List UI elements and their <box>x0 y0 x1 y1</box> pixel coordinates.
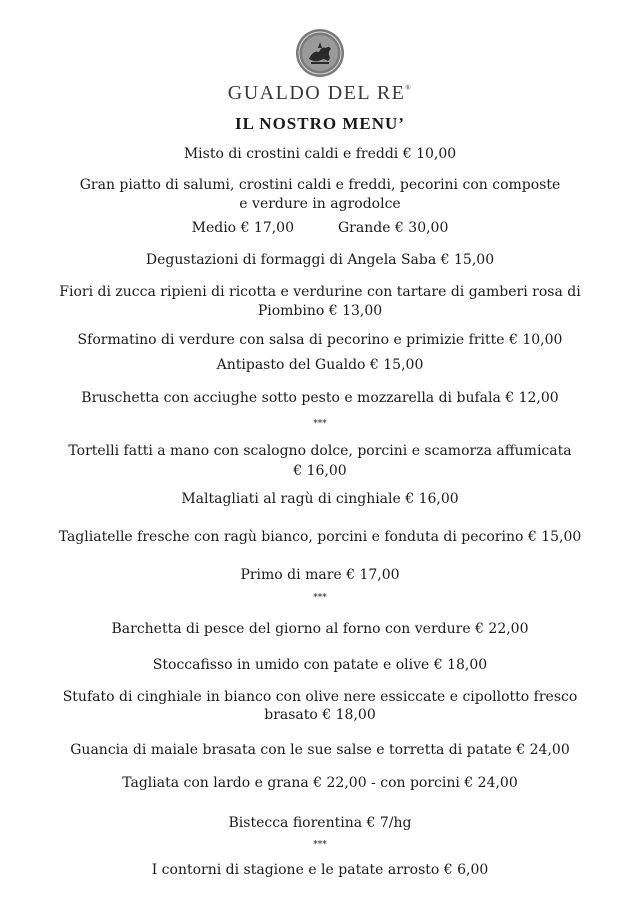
menu-item: Bistecca fiorentina € 7/hg <box>228 815 412 831</box>
menu-item-cont: € 16,00 <box>293 463 347 479</box>
menu-item: Sformatino di verdure con salsa di pecorino e primizie fritte € 10,00 <box>77 332 563 348</box>
menu-item-cont: brasato € 18,00 <box>264 707 376 723</box>
section-separator: *** <box>313 593 327 603</box>
section-separator: *** <box>313 840 327 850</box>
menu-item: Misto di crostini caldi e freddi € 10,00 <box>183 146 457 162</box>
menu-item-sizes <box>0 219 640 237</box>
menu-title: IL NOSTRO MENU’ <box>235 114 405 133</box>
menu-item: Bruschetta con acciughe sotto pesto e mozzarella di bufala € 12,00 <box>81 390 559 406</box>
menu-item: Stoccafisso in umido con patate e olive € 18,00 <box>152 657 488 673</box>
menu-item-cont: e verdure in agrodolce <box>239 196 401 212</box>
menu-item: I contorni di stagione e le patate arrosto € 6,00 <box>151 862 489 878</box>
size-grande: Grande € 30,00 <box>338 220 449 236</box>
logo <box>0 28 640 78</box>
menu-item: Maltagliati al ragù di cinghiale € 16,00 <box>181 491 459 507</box>
menu-item: Antipasto del Gualdo € 15,00 <box>216 357 424 373</box>
crest-seal-icon <box>295 28 345 78</box>
brand-name: GUALDO DEL RE® <box>227 82 413 104</box>
size-medio: Medio € 17,00 <box>191 220 294 236</box>
menu-item-cont: Piombino € 13,00 <box>257 303 383 319</box>
menu-item: Barchetta di pesce del giorno al forno con verdure € 22,00 <box>111 621 529 637</box>
section-separator: *** <box>313 419 327 429</box>
menu-item: Guancia di maiale brasata con le sue salse e torretta di patate € 24,00 <box>70 742 570 758</box>
menu-item: Tagliata con lardo e grana € 22,00 - con porcini € 24,00 <box>122 775 518 791</box>
menu-item: Stufato di cinghiale in bianco con olive nere essiccate e cipollotto fresco <box>62 689 578 705</box>
menu-item: Tortelli fatti a mano con scalogno dolce, porcini e scamorza affumicata <box>68 443 572 459</box>
menu-item: Degustazioni di formaggi di Angela Saba € 15,00 <box>145 252 495 268</box>
menu-item: Tagliatelle fresche con ragù bianco, porcini e fonduta di pecorino € 15,00 <box>58 529 582 545</box>
menu-item: Gran piatto di salumi, crostini caldi e freddi, pecorini con composte <box>79 177 561 193</box>
registered-mark: ® <box>405 84 413 92</box>
menu-item: Fiori di zucca ripieni di ricotta e verdurine con tartare di gamberi rosa di <box>59 284 581 300</box>
menu-item: Primo di mare € 17,00 <box>240 567 400 583</box>
